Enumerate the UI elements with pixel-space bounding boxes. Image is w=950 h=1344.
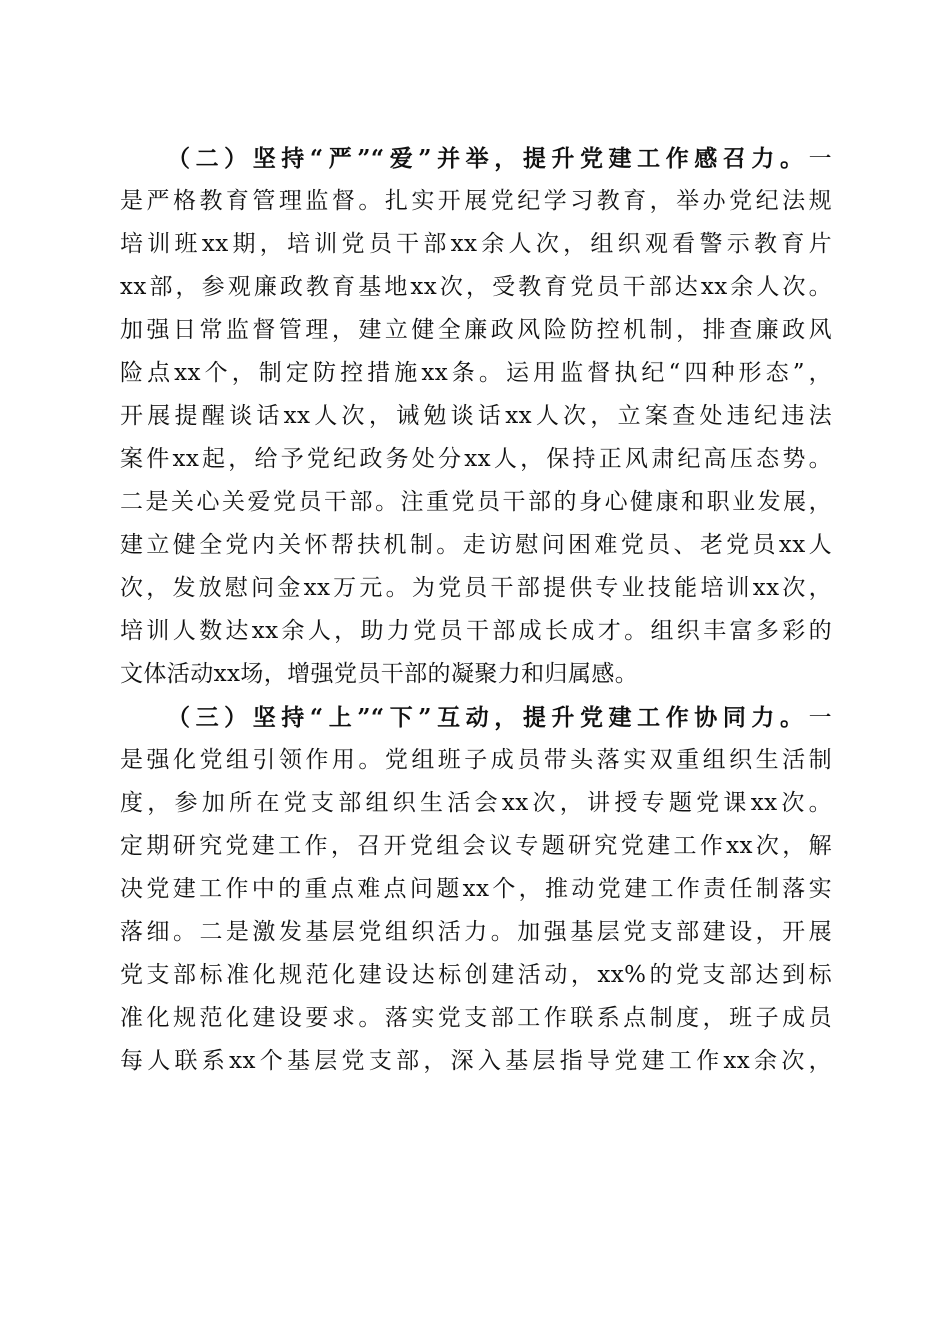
- body-line: 一: [808, 146, 832, 172]
- paragraph-top-and-bottom: [120, 696, 832, 1083]
- body-line: 开展提醒谈话xx人次，诫勉谈话xx人次，立案查处违纪违法: [120, 403, 832, 429]
- body-line: 建立健全党内关怀帮扶机制。走访慰问困难党员、老党员xx人: [120, 532, 832, 558]
- body-line: 二是关心关爱党员干部。注重党员干部的身心健康和职业发展，: [120, 489, 832, 515]
- body-line: 一: [808, 705, 832, 731]
- body-line: 培训人数达xx余人，助力党员干部成长成才。组织丰富多彩的: [120, 618, 832, 644]
- body-line: 度，参加所在党支部组织生活会xx次，讲授专题党课xx次。: [120, 790, 832, 816]
- body-line: 党支部标准化规范化建设达标创建活动，xx%的党支部达到标: [120, 962, 832, 988]
- body-line: 案件xx起，给予党纪政务处分xx人，保持正风肃纪高压态势。: [120, 446, 832, 472]
- body-line: 是强化党组引领作用。党组班子成员带头落实双重组织生活制: [120, 747, 832, 773]
- paragraph-first-line: [120, 696, 832, 739]
- body-line: 是严格教育管理监督。扎实开展党纪学习教育，举办党纪法规: [120, 188, 832, 214]
- body-line: 险点xx个，制定防控措施xx条。运用监督执纪“四种形态”，: [120, 360, 832, 386]
- body-line: 落细。二是激发基层党组织活力。加强基层党支部建设，开展: [120, 919, 832, 945]
- body-line: 次，发放慰问金xx万元。为党员干部提供专业技能培训xx次，: [120, 575, 832, 601]
- body-line: xx部，参观廉政教育基地xx次，受教育党员干部达xx余人次。: [120, 274, 832, 300]
- body-line: 培训班xx期，培训党员干部xx余人次，组织观看警示教育片: [120, 231, 832, 257]
- body-line: 定期研究党建工作，召开党组会议专题研究党建工作xx次，解: [120, 833, 832, 859]
- section-heading-three: （三）坚持“上”“下”互动，提升党建工作协同力。: [167, 704, 809, 731]
- body-line: 文体活动xx场，增强党员干部的凝聚力和归属感。: [120, 661, 639, 687]
- body-line: 加强日常监督管理，建立健全廉政风险防控机制，排查廉政风: [120, 317, 832, 343]
- body-line: 决党建工作中的重点难点问题xx个，推动党建工作责任制落实: [120, 876, 832, 902]
- body-line: 每人联系xx个基层党支部，深入基层指导党建工作xx余次，: [120, 1048, 832, 1074]
- paragraph-first-line: [120, 137, 832, 180]
- body-line: 准化规范化建设要求。落实党支部工作联系点制度，班子成员: [120, 1005, 832, 1031]
- section-heading-two: （二）坚持“严”“爱”并举，提升党建工作感召力。: [167, 145, 809, 172]
- paragraph-strict-and-care: [120, 137, 832, 696]
